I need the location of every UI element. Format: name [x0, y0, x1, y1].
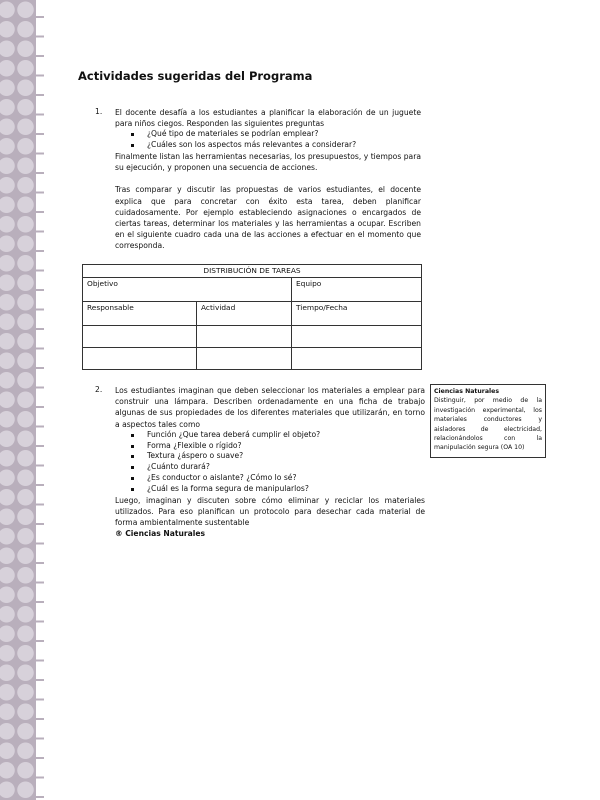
table-title: DISTRIBUCIÓN DE TAREAS [83, 265, 422, 278]
item-number: 2. [95, 385, 103, 394]
border-ticks [36, 0, 44, 800]
objetivo-cell: Objetivo [83, 278, 292, 302]
box-text: Distinguir, por medio de la investigación experimental, los materiales conductores y aisladores de electricidad, relacionándolos con la manipulación segura (OA 10) [434, 397, 542, 452]
list-item: Forma ¿Flexible o rígido? [147, 441, 425, 452]
subject-tag: ® Ciencias Naturales [115, 529, 206, 539]
table-row [83, 348, 422, 370]
activity-2 [95, 385, 425, 539]
list-item: ¿Cuál es la forma segura de manipularlos? [147, 484, 425, 495]
list-item: ¿Cuánto durará? [147, 462, 425, 473]
header-cell: Responsable [83, 302, 197, 326]
box-title: Ciencias Naturales [434, 388, 500, 395]
list-item: Función ¿Que tarea deberá cumplir el objeto? [147, 430, 425, 441]
item-number: 1. [95, 107, 103, 116]
aspect-list [115, 430, 425, 495]
paragraph: Tras comparar y discutir las propuestas de varios estudiantes, el docente explica que para concretar con éxito esta tarea, deben planificar cuidadosamente. Por ejemplo estableciendo asignaciones o encargados de ciertas tareas, determinar los materiales y las herramientas a ocupar. Escriben en el siguiente cuadro cada una de las acciones a efectuar en el momento que corresponda. [115, 185, 421, 251]
paragraph: Finalmente listan las herramientas necesarias, los presupuestos, y tiempos para su ejecución, y proponen una secuencia de acciones. [115, 152, 421, 173]
header-cell: Tiempo/Fecha [292, 302, 422, 326]
activity-intro: El docente desafía a los estudiantes a planificar la elaboración de un juguete para niños ciegos. Responden las siguientes preguntas [115, 108, 421, 129]
activity-1 [95, 107, 421, 252]
list-item: ¿Cuáles son los aspectos más relevantes a considerar? [147, 140, 421, 151]
task-distribution-table [82, 264, 422, 370]
paragraph: Luego, imaginan y discuten sobre cómo eliminar y reciclar los materiales utilizados. Para eso planifican un protocolo para desechar cada material de forma ambientalmente sustentable [115, 495, 425, 527]
decorative-border [0, 0, 36, 800]
page-title: Actividades sugeridas del Programa [78, 69, 313, 83]
list-item: Textura ¿áspero o suave? [147, 451, 425, 462]
question-list [115, 129, 421, 151]
equipo-cell: Equipo [292, 278, 422, 302]
list-item: ¿Qué tipo de materiales se podrían emplear? [147, 129, 421, 140]
learning-objective-box [430, 384, 546, 458]
table-row [83, 326, 422, 348]
activity-intro: Los estudiantes imaginan que deben seleccionar los materiales a emplear para construir una lámpara. Describen ordenadamente en una ficha de trabajo algunas de sus propiedades de los diferentes materiales que utilizarán, en torno a aspectos tales como [115, 386, 425, 429]
list-item: ¿Es conductor o aislante? ¿Cómo lo sé? [147, 473, 425, 484]
header-cell: Actividad [197, 302, 292, 326]
